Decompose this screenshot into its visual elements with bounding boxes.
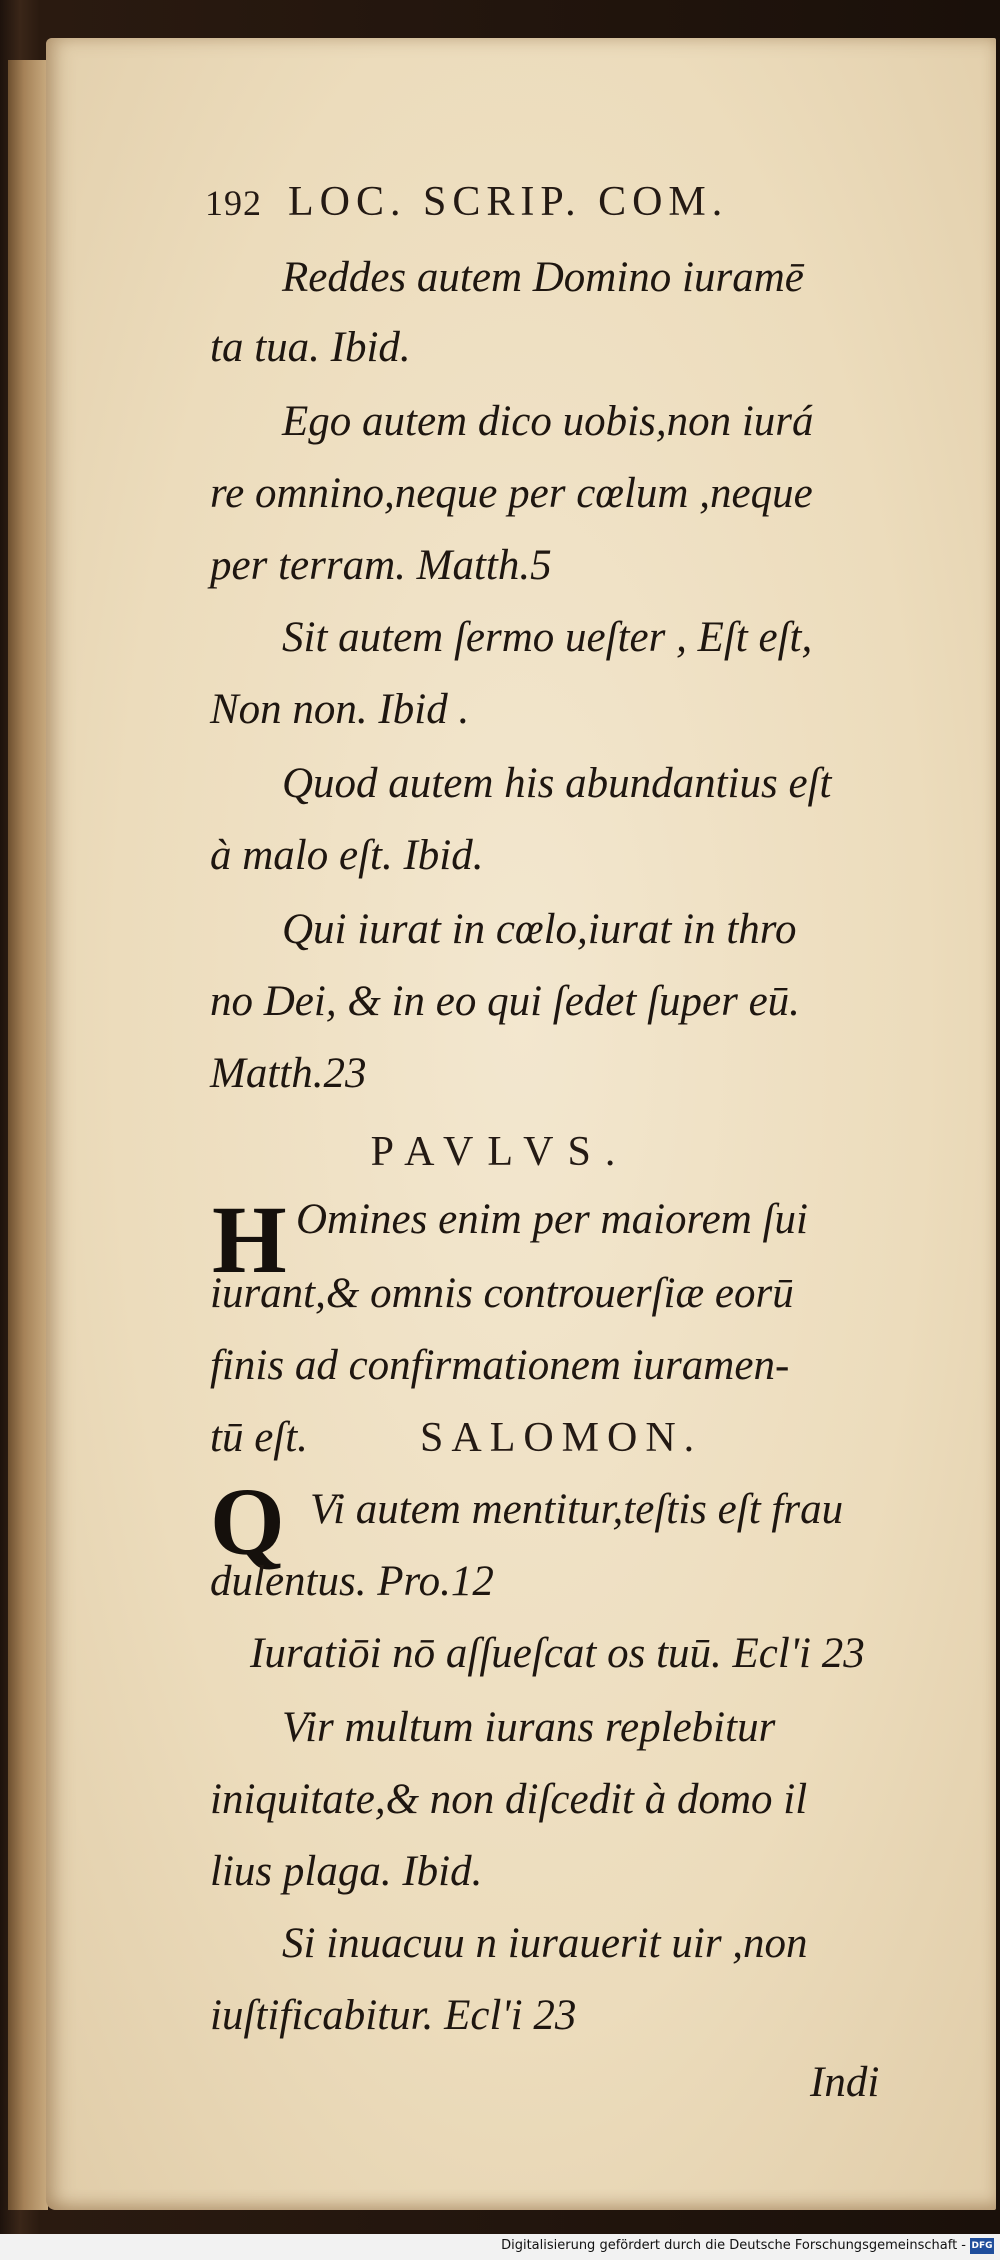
text-line: lius plaga. Ibid. bbox=[210, 1848, 483, 1895]
book-page bbox=[46, 38, 996, 2210]
text-line: ta tua. Ibid. bbox=[210, 324, 411, 371]
text-line: Quod autem his abundantius eſt bbox=[282, 760, 832, 807]
section-heading-paulus: PAVLVS. bbox=[370, 1129, 630, 1175]
running-head bbox=[205, 178, 905, 226]
drop-capital: Q bbox=[210, 1468, 285, 1575]
text-line: Vir multum iurans replebitur bbox=[282, 1704, 776, 1751]
text-line: Matth.23 bbox=[210, 1050, 367, 1097]
text-line: finis ad confirmationem iuramen- bbox=[210, 1342, 790, 1389]
page-number: 192 bbox=[205, 183, 262, 223]
text-line: iuſtificabitur. Ecl'i 23 bbox=[210, 1992, 577, 2039]
text-line: per terram. Matth.5 bbox=[210, 542, 552, 589]
running-head-title: LOC. SCRIP. COM. bbox=[288, 179, 729, 225]
dfg-logo-icon: DFG bbox=[970, 2238, 994, 2254]
text-line: à malo eſt. Ibid. bbox=[210, 832, 484, 879]
text-line: Qui iurat in cœlo,iurat in thro bbox=[282, 906, 797, 953]
text-line: iniquitate,& non diſcedit à domo il bbox=[210, 1776, 808, 1823]
text-line: tū eſt. bbox=[210, 1414, 308, 1461]
text-line: Non non. Ibid . bbox=[210, 686, 470, 733]
text-line: Iuratiōi nō aſſueſcat os tuū. Ecl'i 23 bbox=[250, 1630, 865, 1677]
text-line: Vi autem mentitur,teſtis eſt frau bbox=[310, 1486, 844, 1533]
footer-credit: Digitalisierung gefördert durch die Deutsche Forschungsgemeinschaft - bbox=[501, 2238, 966, 2253]
text-line: Sit autem ſermo ueſter , Eſt eſt, bbox=[282, 614, 813, 661]
text-line: Omines enim per maiorem ſui bbox=[296, 1196, 808, 1243]
text-line: iurant,& omnis controuerſiæ eorū bbox=[210, 1270, 794, 1317]
text-line: Ego autem dico uobis,non iurá bbox=[282, 398, 814, 445]
text-line: re omnino,neque per cœlum ,neque bbox=[210, 470, 813, 517]
drop-capital: H bbox=[212, 1186, 287, 1293]
section-heading-salomon: SALOMON. bbox=[420, 1415, 703, 1461]
text-line: dulentus. Pro.12 bbox=[210, 1558, 494, 1605]
text-line: Si inuacuu n iurauerit uir ,non bbox=[282, 1920, 808, 1967]
text-line: Reddes autem Domino iuramē bbox=[282, 254, 804, 301]
catchword: Indi bbox=[810, 2059, 880, 2106]
text-line: no Dei, & in eo qui ſedet ſuper eū. bbox=[210, 978, 800, 1025]
